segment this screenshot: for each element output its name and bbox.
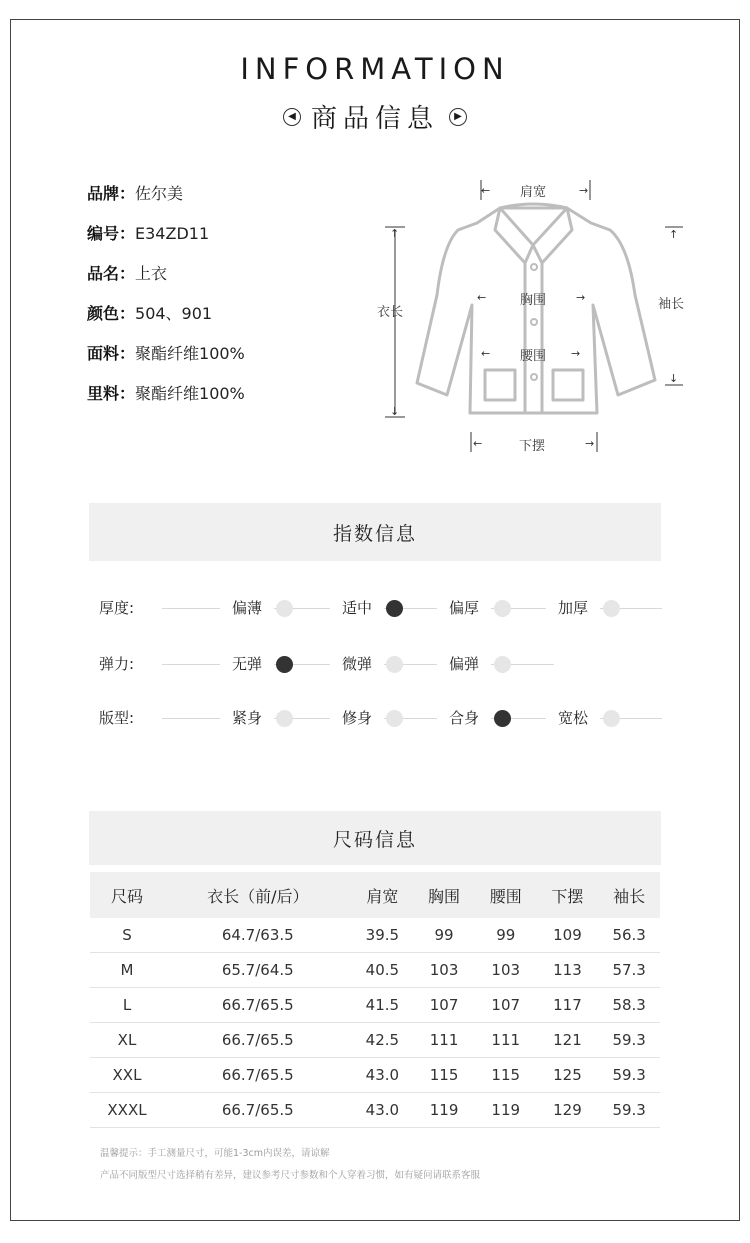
index-row-fit <box>0 703 750 733</box>
cell: 103 <box>475 953 537 988</box>
cell: 111 <box>475 1023 537 1058</box>
info-row-color <box>87 300 245 340</box>
col-header: 衣长（前/后） <box>164 872 352 918</box>
index-option: 微弹 <box>330 649 384 679</box>
title-english: INFORMATION <box>240 52 510 86</box>
index-label: 弹力: <box>99 655 135 673</box>
index-option: 适中 <box>330 593 384 623</box>
index-option: 紧身 <box>220 703 274 733</box>
index-dot <box>276 710 293 727</box>
index-dot-selected <box>276 656 293 673</box>
info-key: 编号： <box>87 224 136 243</box>
index-dot-selected <box>386 600 403 617</box>
label-waist: 腰围 <box>520 349 547 364</box>
index-dot-selected <box>494 710 511 727</box>
note-size-advice: 产品不同版型尺寸选择稍有差异，建议参考尺寸参数和个人穿着习惯，如有疑问请联系客服 <box>100 1170 481 1181</box>
cell: 66.7/65.5 <box>164 988 352 1023</box>
col-header: 胸围 <box>413 872 475 918</box>
svg-text:↑: ↑ <box>669 228 679 241</box>
svg-text:←: ← <box>481 347 491 360</box>
info-key: 里料： <box>87 384 136 403</box>
cell: 125 <box>537 1058 599 1093</box>
info-row-name <box>87 260 245 300</box>
svg-text:←: ← <box>481 184 491 197</box>
right-arrow-icon: ▶ <box>449 108 467 126</box>
cell: 107 <box>413 988 475 1023</box>
cell: 59.3 <box>598 1023 660 1058</box>
label-length: 衣长 <box>377 305 404 320</box>
table-row <box>90 953 660 988</box>
cell: 43.0 <box>352 1058 414 1093</box>
info-row-fabric <box>87 340 245 380</box>
info-key: 面料： <box>87 344 136 363</box>
jacket-illustration <box>365 175 705 465</box>
cell: 57.3 <box>598 953 660 988</box>
cell: 99 <box>475 918 537 953</box>
index-option: 加厚 <box>546 593 600 623</box>
cell: 109 <box>537 918 599 953</box>
label-sleeve: 袖长 <box>658 297 685 312</box>
info-value: E34ZD11 <box>135 224 210 243</box>
col-header: 腰围 <box>475 872 537 918</box>
col-header: 袖长 <box>598 872 660 918</box>
info-row-lining <box>87 380 245 420</box>
svg-text:↓: ↓ <box>390 405 400 418</box>
note-measurement: 温馨提示：手工测量尺寸，可能1-3cm内误差，请谅解 <box>100 1148 330 1159</box>
cell: 41.5 <box>352 988 414 1023</box>
svg-text:↓: ↓ <box>669 372 679 385</box>
index-dot <box>276 600 293 617</box>
cell: 59.3 <box>598 1058 660 1093</box>
cell: 66.7/65.5 <box>164 1093 352 1128</box>
svg-text:←: ← <box>473 437 483 450</box>
measurement-diagram <box>365 175 705 465</box>
index-row-elasticity <box>0 649 750 679</box>
cell: 40.5 <box>352 953 414 988</box>
col-header: 尺码 <box>90 872 164 918</box>
cell: S <box>90 918 164 953</box>
cell: 103 <box>413 953 475 988</box>
index-option: 偏厚 <box>437 593 491 623</box>
cell: 66.7/65.5 <box>164 1058 352 1093</box>
title-chinese-text: 商品信息 <box>310 104 439 134</box>
index-dot <box>386 656 403 673</box>
cell: 117 <box>537 988 599 1023</box>
index-option: 宽松 <box>546 703 600 733</box>
cell: 66.7/65.5 <box>164 1023 352 1058</box>
info-key: 品牌： <box>87 184 136 203</box>
index-option: 修身 <box>330 703 384 733</box>
size-section-title: 尺码信息 <box>89 811 661 865</box>
index-label: 版型: <box>99 709 135 727</box>
col-header: 肩宽 <box>352 872 414 918</box>
svg-text:→: → <box>576 291 586 304</box>
cell: 56.3 <box>598 918 660 953</box>
cell: 59.3 <box>598 1093 660 1128</box>
cell: 113 <box>537 953 599 988</box>
cell: L <box>90 988 164 1023</box>
cell: 115 <box>475 1058 537 1093</box>
label-shoulder: 肩宽 <box>520 185 547 200</box>
info-key: 品名： <box>87 264 136 283</box>
index-label: 厚度: <box>99 599 135 617</box>
svg-text:→: → <box>579 184 589 197</box>
cell: XXXL <box>90 1093 164 1128</box>
svg-text:→: → <box>571 347 581 360</box>
cell: 42.5 <box>352 1023 414 1058</box>
cell: 111 <box>413 1023 475 1058</box>
index-dot <box>603 600 620 617</box>
info-value: 504、901 <box>135 304 213 323</box>
info-value: 上衣 <box>135 264 168 283</box>
table-row <box>90 1023 660 1058</box>
info-row-code <box>87 220 245 260</box>
index-section-title: 指数信息 <box>89 503 661 561</box>
info-key: 颜色： <box>87 304 136 323</box>
cell: 115 <box>413 1058 475 1093</box>
left-arrow-icon: ◀ <box>283 108 301 126</box>
cell: 107 <box>475 988 537 1023</box>
info-value: 聚酯纤维100% <box>135 384 245 403</box>
label-hem: 下摆 <box>519 439 546 454</box>
cell: 58.3 <box>598 988 660 1023</box>
svg-text:←: ← <box>477 291 487 304</box>
svg-text:↑: ↑ <box>390 227 400 240</box>
index-dot <box>494 656 511 673</box>
index-option: 无弹 <box>220 649 274 679</box>
product-info-list <box>87 180 245 420</box>
cell: 39.5 <box>352 918 414 953</box>
index-option: 偏弹 <box>437 649 491 679</box>
index-dot <box>494 600 511 617</box>
cell: 99 <box>413 918 475 953</box>
table-row <box>90 918 660 953</box>
index-option: 合身 <box>437 703 491 733</box>
index-row-thickness <box>0 593 750 623</box>
index-dot <box>386 710 403 727</box>
table-row <box>90 1093 660 1128</box>
cell: 129 <box>537 1093 599 1128</box>
cell: XXL <box>90 1058 164 1093</box>
cell: 43.0 <box>352 1093 414 1128</box>
title-chinese <box>0 98 750 135</box>
label-chest: 胸围 <box>520 293 547 308</box>
cell: 64.7/63.5 <box>164 918 352 953</box>
info-row-brand <box>87 180 245 220</box>
cell: M <box>90 953 164 988</box>
cell: 119 <box>413 1093 475 1128</box>
size-table <box>90 872 660 1128</box>
index-option: 偏薄 <box>220 593 274 623</box>
col-header: 下摆 <box>537 872 599 918</box>
size-table-header <box>90 872 660 918</box>
info-value: 聚酯纤维100% <box>135 344 245 363</box>
info-value: 佐尔美 <box>135 184 184 203</box>
cell: 119 <box>475 1093 537 1128</box>
table-row <box>90 1058 660 1093</box>
cell: 65.7/64.5 <box>164 953 352 988</box>
table-row <box>90 988 660 1023</box>
cell: 121 <box>537 1023 599 1058</box>
svg-text:→: → <box>585 437 595 450</box>
index-dot <box>603 710 620 727</box>
cell: XL <box>90 1023 164 1058</box>
